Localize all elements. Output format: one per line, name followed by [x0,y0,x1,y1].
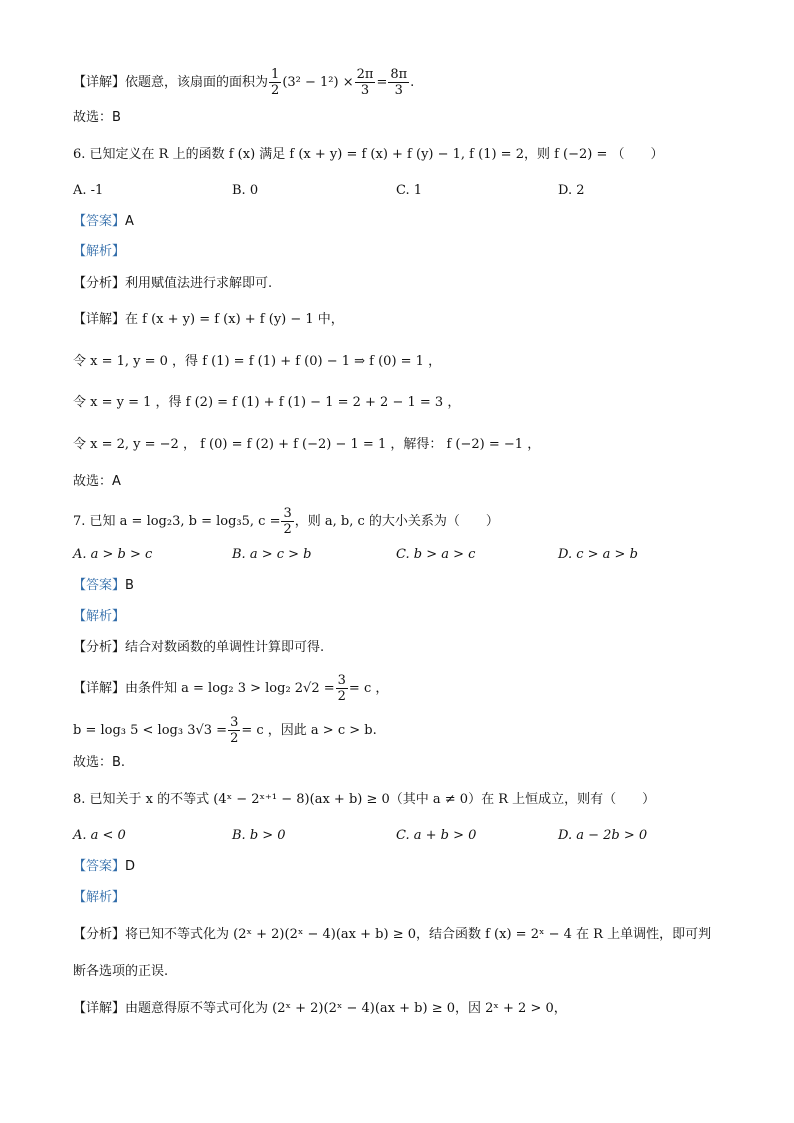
q7-option-a: A. a > b > c [73,547,153,562]
q7-analysis-tag: 【解析】 [73,609,126,624]
detail-tag: 【详解】 [73,1001,126,1016]
q7-stem-end: ，则 a, b, c 的大小关系为（ ） [294,514,499,529]
q8-option-a: A. a < 0 [73,828,126,843]
detail-line-sector-area [73,68,414,97]
detail-tag: 【详解】 [73,312,126,327]
q8-detail [73,999,567,1019]
fraction-2pi-3: $\frac{2\pi}{3}$ [356,67,374,98]
q7-option-c: C. b > a > c [396,547,476,562]
answer-value: A [125,214,134,229]
detail-text-end: = c ， [348,681,389,696]
q6-step-3: 令 x = 2, y = −2 ， f (0) = f (2) + f (−2) − 1 = 1 ，解得： f (−2) = −1 ， [73,437,541,452]
q8-option-b: B. b > 0 [232,828,286,843]
q6-detail [73,310,344,330]
q8-analysis-tag: 【解析】 [73,890,126,905]
detail-expression: (3² − 1²) × [282,75,354,90]
q6-analysis [73,274,272,294]
q7-stem-start: 7. 已知 a = log₂3, b = log₃5, c = [73,514,281,529]
q6-option-c: C. 1 [396,183,423,198]
analysis-tag: 【分析】 [73,276,126,291]
q6-selection: 故选：A [73,474,121,489]
fraction-3-2: $\frac{3}{2}$ [283,506,292,537]
q6-option-d: D. 2 [558,183,585,198]
fraction-8pi-3: $\frac{8\pi}{3}$ [390,67,408,98]
analysis-text: 利用赋值法进行求解即可. [125,276,273,291]
q6-step-2: 令 x = y = 1 ，得 f (2) = f (1) + f (1) − 1 = 2 + 2 − 1 = 3 ， [73,395,461,410]
q7-selection: 故选：B. [73,755,126,770]
q6-step-1: 令 x = 1, y = 0 ，得 f (1) = f (1) + f (0) − 1 ⇒ f (0) = 1 ， [73,354,442,369]
q8-option-d: D. a − 2b > 0 [558,828,648,843]
fraction-3-2: $\frac{3}{2}$ [337,673,346,704]
answer-tag: 【答案】 [73,859,126,874]
q7-option-b: B. a > c > b [232,547,312,562]
q7-option-d: D. c > a > b [558,547,638,562]
q6-option-b: B. 0 [232,183,259,198]
q8-analysis [73,925,711,945]
detail-text: 由条件知 a = log₂ 3 > log₂ 2√2 = [125,681,335,696]
q7-step-2 [73,716,377,745]
detail-text: 在 f (x + y) = f (x) + f (y) − 1 中， [125,312,344,327]
q8-analysis-cont: 断各选项的正误. [73,964,169,979]
fraction-half: $\frac{1}{2}$ [271,67,280,98]
answer-tag: 【答案】 [73,214,126,229]
q6-answer [73,212,134,232]
fraction-3-2: $\frac{3}{2}$ [230,715,239,746]
detail-text: 由题意得原不等式可化为 (2ˣ + 2)(2ˣ − 4)(ax + b) ≥ 0，因 2ˣ + 2 > 0， [125,1001,567,1016]
analysis-tag: 【分析】 [73,640,126,655]
answer-tag: 【答案】 [73,578,126,593]
analysis-text: 将已知不等式化为 (2ˣ + 2)(2ˣ − 4)(ax + b) ≥ 0，结合函数 f (x) = 2ˣ − 4 在 R 上单调性，即可判 [125,927,712,942]
q6-option-a: A. -1 [73,183,104,198]
q7-answer [73,576,134,596]
step-text: b = log₃ 5 < log₃ 3√3 = [73,723,228,738]
q7-analysis [73,638,324,658]
answer-value: B [125,578,134,593]
detail-tag: 【详解】 [73,681,126,696]
step-text-end: = c ，因此 a > c > b. [241,723,377,738]
q8-answer [73,857,135,877]
analysis-tag: 【分析】 [73,927,126,942]
question-7 [73,507,499,536]
answer-value: D [125,859,136,874]
question-8: 8. 已知关于 x 的不等式 (4ˣ − 2ˣ⁺¹ − 8)(ax + b) ≥ 0（其中 a ≠ 0）在 R 上恒成立，则有（ ） [73,792,656,807]
selection-line: 故选：B [73,110,121,125]
q8-option-c: C. a + b > 0 [396,828,477,843]
q6-analysis-tag: 【解析】 [73,244,126,259]
analysis-text: 结合对数函数的单调性计算即可得. [125,640,325,655]
question-6: 6. 已知定义在 R 上的函数 f (x) 满足 f (x + y) = f (x) + f (y) − 1, f (1) = 2，则 f (−2) = （ ） [73,147,664,162]
period: . [410,75,415,90]
q7-detail [73,674,388,703]
equals-sign: = [376,75,388,90]
detail-tag: 【详解】 [73,75,126,90]
detail-text: 依题意，该扇面的面积为 [125,75,269,90]
